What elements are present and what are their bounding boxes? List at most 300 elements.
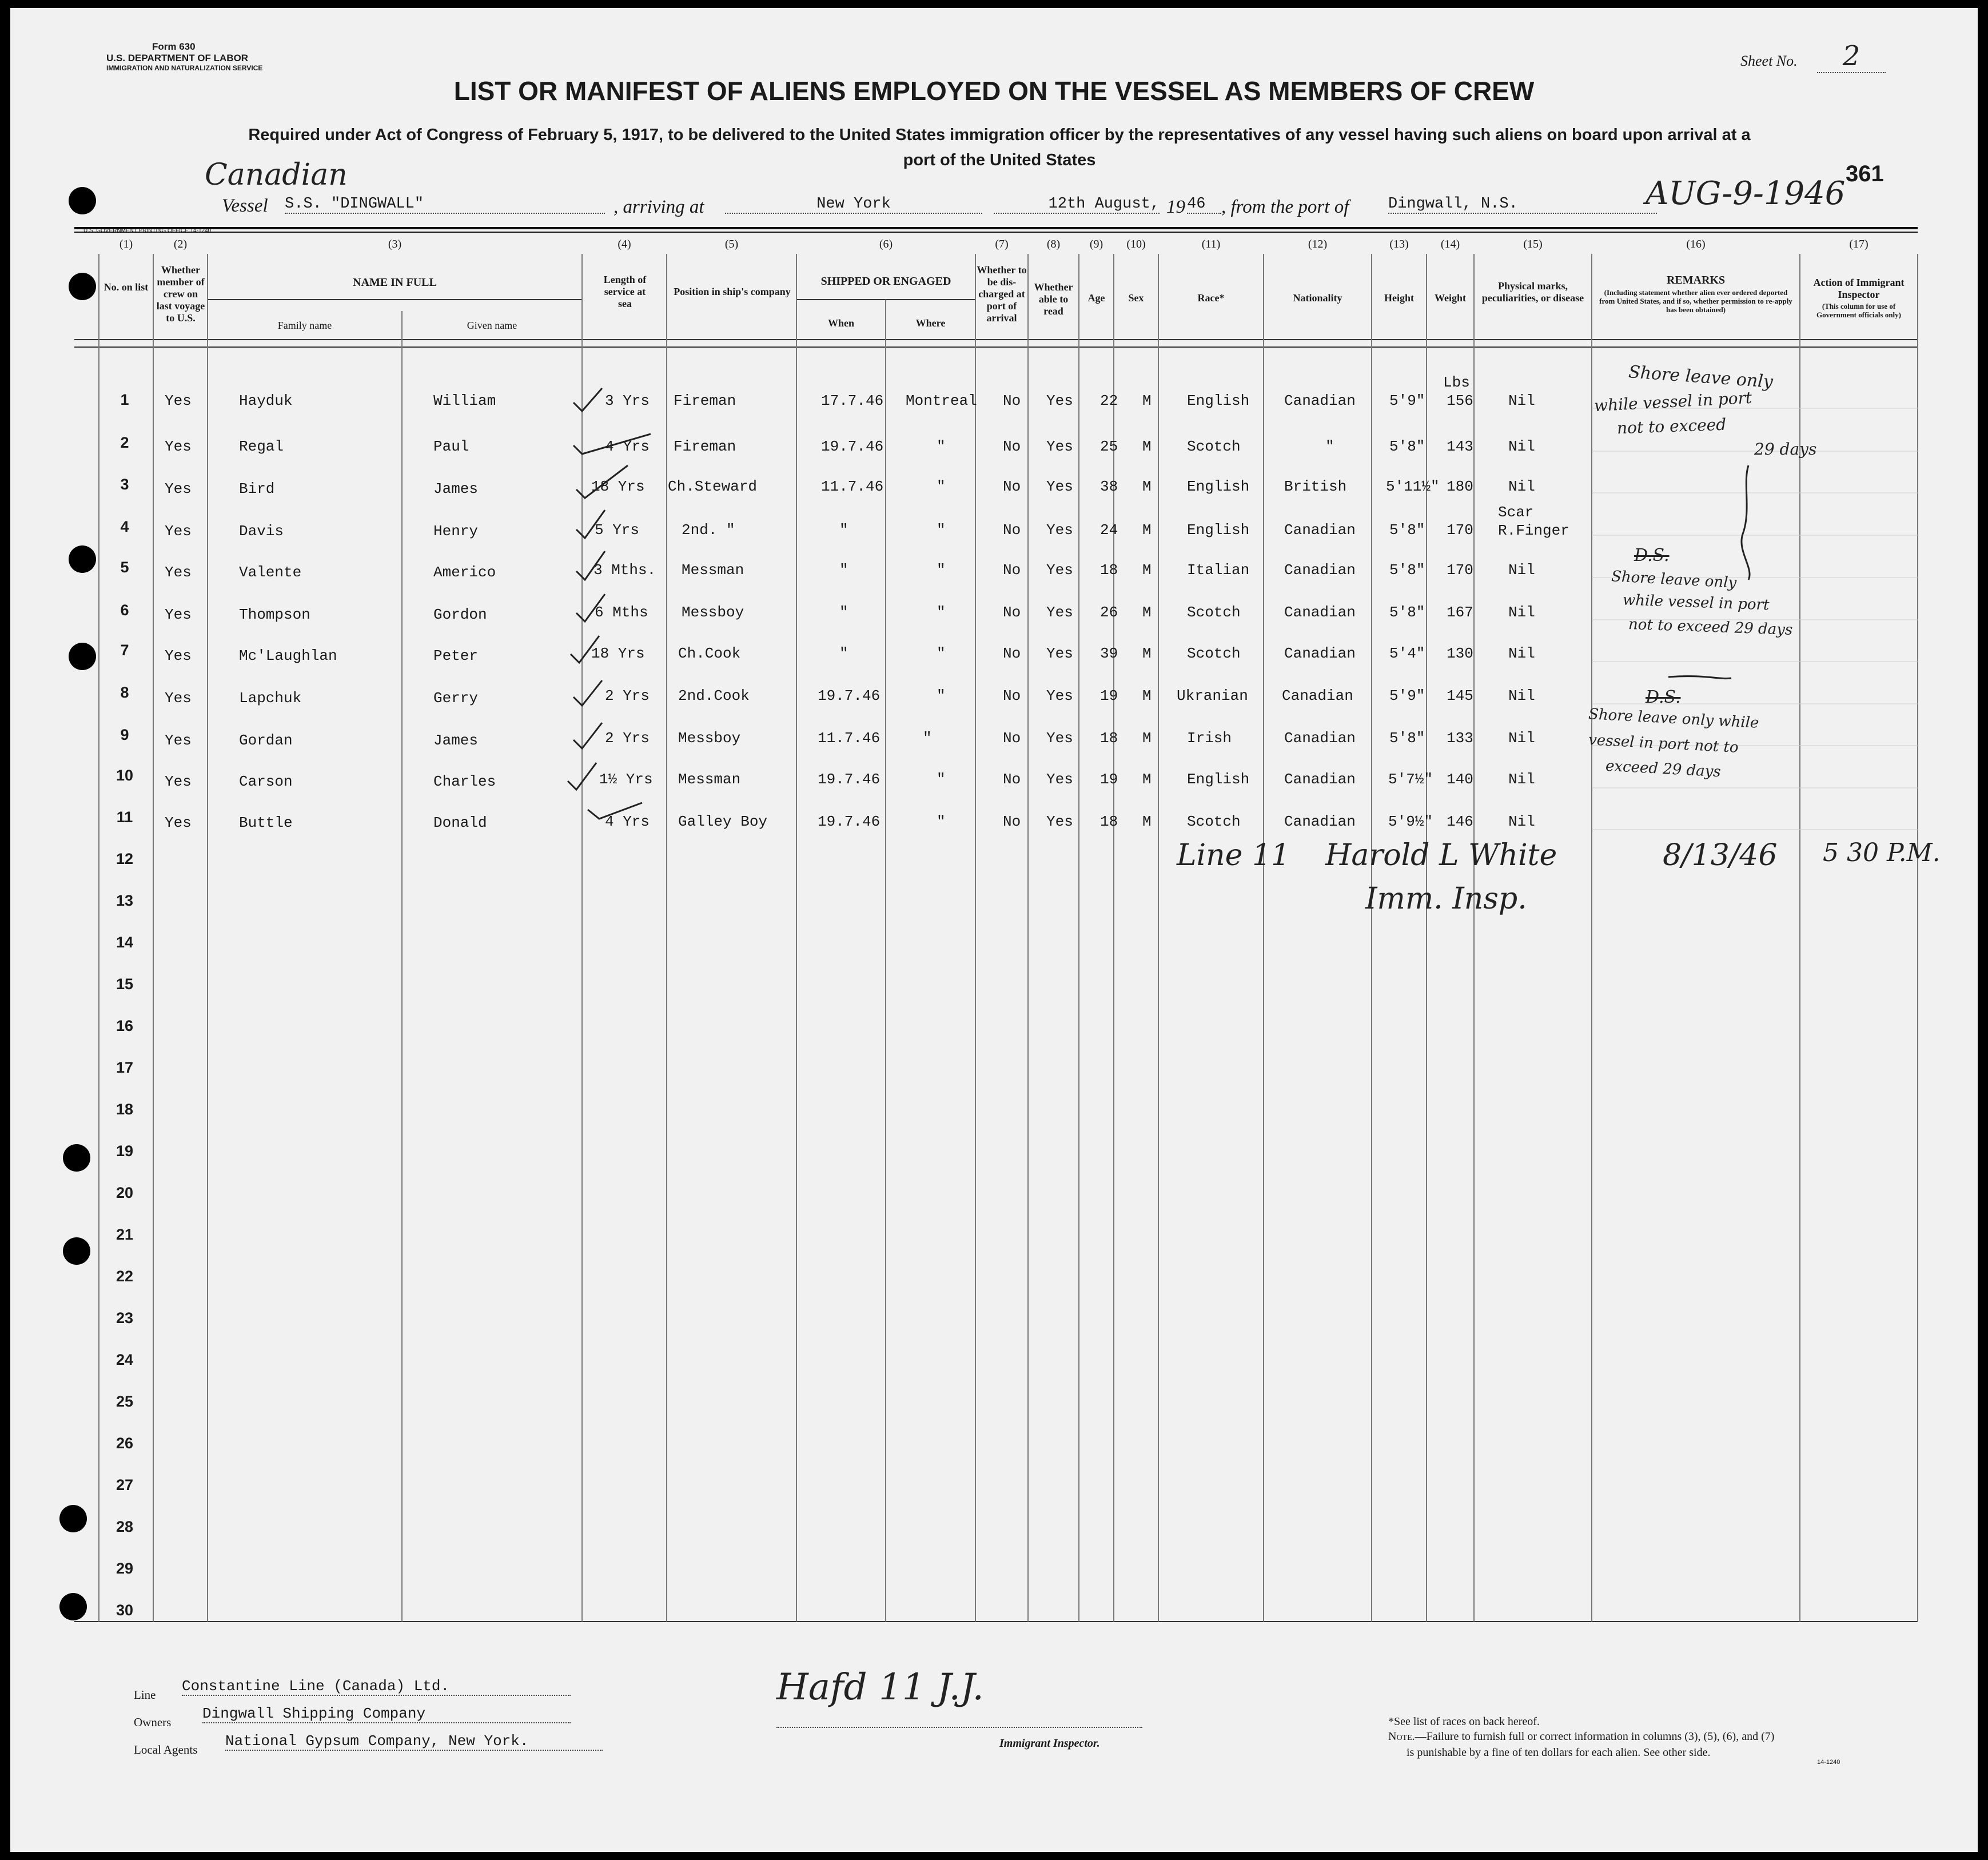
row-number: 26 bbox=[115, 1435, 134, 1452]
cell-nationality: Canadian bbox=[1284, 561, 1356, 579]
remark-row5-line3: not to exceed 29 days bbox=[1628, 615, 1793, 639]
cell-family-name: Mc'Laughlan bbox=[239, 647, 337, 664]
note-label: Note. bbox=[1388, 1730, 1415, 1743]
cell-position: Fireman bbox=[674, 438, 736, 455]
col-number-8: (8) bbox=[1046, 238, 1061, 250]
cell-service: 5 Yrs bbox=[595, 521, 640, 539]
cell-service: 18 Yrs bbox=[591, 478, 645, 495]
cell-able-to-read: Yes bbox=[1046, 771, 1073, 788]
cell-family-name: Lapchuk bbox=[239, 690, 302, 707]
vessel-name: S.S. "DINGWALL" bbox=[285, 196, 605, 214]
remark-row5-struck: D.S. bbox=[1634, 545, 1670, 565]
cell-nationality: Canadian bbox=[1284, 813, 1356, 830]
cell-service: 2 Yrs bbox=[605, 687, 650, 704]
cell-where: " bbox=[937, 521, 946, 539]
row-number: 2 bbox=[120, 434, 129, 451]
cell-able-to-read: Yes bbox=[1046, 561, 1073, 579]
arriving-label: , arriving at bbox=[613, 197, 704, 217]
col-number-7: (7) bbox=[995, 238, 1009, 250]
cell-given-name: James bbox=[433, 732, 479, 749]
cell-nationality: Canadian bbox=[1284, 645, 1356, 662]
header-family-name: Family name bbox=[277, 320, 332, 331]
cell-age: 39 bbox=[1100, 645, 1118, 662]
row-number: 7 bbox=[120, 642, 129, 659]
cell-position: Galley Boy bbox=[678, 813, 768, 830]
cell-when: " bbox=[839, 561, 848, 579]
remark-row5-line1: Shore leave only bbox=[1611, 568, 1737, 592]
cell-sex: M bbox=[1142, 478, 1152, 495]
cell-when: 11.7.46 bbox=[818, 730, 881, 747]
cell-nationality: " bbox=[1325, 438, 1334, 455]
row-number: 6 bbox=[120, 602, 129, 619]
note-line1 bbox=[1388, 1730, 1774, 1743]
cell-height: 5'9" bbox=[1389, 687, 1425, 704]
cell-position: 2nd.Cook bbox=[678, 687, 750, 704]
cell-height: 5'9½" bbox=[1388, 813, 1433, 830]
cell-position: Fireman bbox=[674, 392, 736, 409]
row-number: 24 bbox=[115, 1351, 134, 1368]
vessel-flag-handwritten: Canadian bbox=[205, 158, 348, 192]
cell-service: 3 Yrs bbox=[605, 392, 650, 409]
cell-family-name: Valente bbox=[239, 564, 302, 581]
row-number: 28 bbox=[115, 1518, 134, 1535]
year-prefix: 19 bbox=[1166, 197, 1185, 217]
cell-weight: 140 bbox=[1447, 771, 1473, 788]
cell-height: 5'8" bbox=[1389, 604, 1425, 621]
cell-able-to-read: Yes bbox=[1046, 478, 1073, 495]
punch-hole bbox=[59, 1505, 87, 1532]
header-shipped-where: Where bbox=[915, 317, 946, 329]
header-inspector-action: Action of Immigrant Inspector bbox=[1813, 277, 1905, 300]
remark-row1-line3: not to exceed bbox=[1616, 415, 1727, 438]
footer-line-value: Constantine Line (Canada) Ltd. bbox=[182, 1678, 571, 1696]
cell-where: " bbox=[937, 645, 946, 662]
cell-height: 5'7½" bbox=[1388, 771, 1433, 788]
cell-member: Yes bbox=[165, 606, 192, 623]
punch-hole bbox=[59, 1593, 87, 1620]
cell-family-name: Davis bbox=[239, 523, 284, 540]
cell-service: 2 Yrs bbox=[605, 730, 650, 747]
cell-position: 2nd. " bbox=[682, 521, 735, 539]
signature-inspector-name: Harold L White bbox=[1325, 838, 1557, 873]
cell-race: Scotch bbox=[1187, 645, 1241, 662]
col-number-6: (6) bbox=[879, 238, 893, 250]
row-number: 23 bbox=[115, 1309, 134, 1327]
cell-weight: 130 bbox=[1447, 645, 1473, 662]
cell-where: " bbox=[937, 813, 946, 830]
col-number-16: (16) bbox=[1686, 238, 1706, 250]
arrival-date: 12th August, bbox=[994, 196, 1160, 214]
header-remarks-note: (Including statement whether alien ever ordered deported from United States, and if so, whether permission to re-apply has been obtained) bbox=[1599, 288, 1792, 314]
cell-race: English bbox=[1187, 392, 1250, 409]
cell-height: 5'4" bbox=[1389, 645, 1425, 662]
remark-row1-line4: 29 days bbox=[1754, 440, 1817, 459]
form-subtitle-line1: Required under Act of Congress of February 5, 1917, to be delivered to the United States immigration officer by the representatives of any vessel having such aliens on board upon arrival at a bbox=[248, 126, 1751, 144]
cell-given-name: Donald bbox=[433, 814, 487, 831]
cell-discharged: No bbox=[1003, 813, 1021, 830]
cell-race: Scotch bbox=[1187, 813, 1241, 830]
cell-position: Messman bbox=[678, 771, 741, 788]
cell-when: 11.7.46 bbox=[821, 478, 884, 495]
cell-discharged: No bbox=[1003, 604, 1021, 621]
cell-service: 18 Yrs bbox=[591, 645, 645, 662]
cell-physical-marks: Nil bbox=[1508, 604, 1535, 621]
header-race: Race* bbox=[1197, 292, 1225, 304]
cell-able-to-read: Yes bbox=[1046, 645, 1073, 662]
row-number: 4 bbox=[120, 518, 129, 535]
cell-where: Montreal bbox=[906, 392, 977, 409]
cell-given-name: Americo bbox=[433, 564, 496, 581]
header-discharged: Whether to be dis-charged at port of arrival bbox=[977, 264, 1027, 324]
cell-discharged: No bbox=[1003, 561, 1021, 579]
remark-row8-struck: D.S. bbox=[1646, 687, 1681, 707]
row-number: 10 bbox=[115, 767, 134, 784]
cell-discharged: No bbox=[1003, 730, 1021, 747]
cell-physical-marks: Nil bbox=[1508, 392, 1535, 409]
cell-weight: 180 bbox=[1447, 478, 1473, 495]
cell-where: " bbox=[937, 604, 946, 621]
header-crew-last-voyage: Whether member of crew on last voyage to U.S. bbox=[156, 264, 205, 324]
cell-race: Scotch bbox=[1187, 438, 1241, 455]
cell-weight: 170 bbox=[1447, 521, 1473, 539]
footer-agents-value: National Gypsum Company, New York. bbox=[225, 1732, 603, 1751]
cell-able-to-read: Yes bbox=[1046, 521, 1073, 539]
cell-where: " bbox=[937, 478, 946, 495]
cell-sex: M bbox=[1142, 604, 1152, 621]
row-number: 16 bbox=[115, 1017, 134, 1034]
cell-when: " bbox=[839, 604, 848, 621]
cell-given-name: James bbox=[433, 480, 479, 497]
header-service-length: Length of service at sea bbox=[603, 274, 647, 309]
cell-height: 5'8" bbox=[1389, 561, 1425, 579]
cell-weight: 145 bbox=[1447, 687, 1473, 704]
cell-nationality: Canadian bbox=[1284, 604, 1356, 621]
cell-able-to-read: Yes bbox=[1046, 813, 1073, 830]
col-number-4: (4) bbox=[617, 238, 631, 250]
cell-physical-marks: Scar R.Finger bbox=[1498, 504, 1569, 539]
row-number: 27 bbox=[115, 1476, 134, 1493]
cell-age: 18 bbox=[1100, 730, 1118, 747]
row-number: 13 bbox=[115, 892, 134, 909]
row-number: 18 bbox=[115, 1101, 134, 1118]
cell-weight: 167 bbox=[1447, 604, 1473, 621]
cell-family-name: Buttle bbox=[239, 814, 293, 831]
cell-member: Yes bbox=[165, 732, 192, 749]
cell-age: 19 bbox=[1100, 687, 1118, 704]
cell-sex: M bbox=[1142, 771, 1152, 788]
header-physical-marks: Physical marks, peculiarities, or disease bbox=[1481, 280, 1584, 304]
cell-weight: 133 bbox=[1447, 730, 1473, 747]
cell-given-name: Henry bbox=[433, 523, 479, 540]
from-port: Dingwall, N.S. bbox=[1388, 196, 1657, 214]
row-number: 12 bbox=[115, 850, 134, 867]
header-nationality: Nationality bbox=[1293, 292, 1342, 304]
cell-age: 38 bbox=[1100, 478, 1118, 495]
cell-given-name: Paul bbox=[433, 438, 469, 455]
page-number: 361 bbox=[1846, 161, 1884, 186]
remark-row8-line1: Shore leave only while bbox=[1588, 706, 1760, 732]
cell-race: English bbox=[1187, 521, 1250, 539]
header-inspector-note: (This column for use of Government officials only) bbox=[1816, 302, 1902, 319]
cell-age: 18 bbox=[1100, 813, 1118, 830]
cell-where: " bbox=[937, 561, 946, 579]
cell-given-name: Gerry bbox=[433, 690, 479, 707]
cell-discharged: No bbox=[1003, 478, 1021, 495]
cell-when: 17.7.46 bbox=[821, 392, 884, 409]
cell-family-name: Hayduk bbox=[239, 392, 293, 409]
cell-member: Yes bbox=[165, 480, 192, 497]
print-code: 14-1240 bbox=[1817, 1759, 1840, 1766]
cell-member: Yes bbox=[165, 690, 192, 707]
cell-discharged: No bbox=[1003, 645, 1021, 662]
cell-able-to-read: Yes bbox=[1046, 730, 1073, 747]
cell-where: " bbox=[937, 687, 946, 704]
department-name: U.S. DEPARTMENT OF LABOR bbox=[106, 53, 249, 63]
cell-member: Yes bbox=[165, 438, 192, 455]
footer-agents-label: Local Agents bbox=[134, 1743, 198, 1757]
inspector-signature-line bbox=[776, 1727, 1142, 1728]
form-subtitle-line2: port of the United States bbox=[903, 151, 1096, 169]
cell-member: Yes bbox=[165, 814, 192, 831]
signature-title: Imm. Insp. bbox=[1365, 882, 1527, 916]
footer-owners-value: Dingwall Shipping Company bbox=[202, 1705, 571, 1723]
cell-member: Yes bbox=[165, 523, 192, 540]
arriving-at: New York bbox=[725, 196, 982, 214]
col-number-3: (3) bbox=[388, 238, 402, 250]
weight-unit: Lbs bbox=[1443, 374, 1470, 391]
col-number-17: (17) bbox=[1849, 238, 1869, 250]
cell-discharged: No bbox=[1003, 771, 1021, 788]
header-able-to-read: Whether able to read bbox=[1034, 281, 1073, 317]
cell-height: 5'8" bbox=[1389, 438, 1425, 455]
row-number: 15 bbox=[115, 975, 134, 993]
year-suffix: 46 bbox=[1187, 196, 1221, 214]
cell-where: " bbox=[923, 730, 932, 747]
printing-office: U.S. GOVERNMENT PRINTING OFFICE 14-1240 bbox=[83, 228, 212, 234]
cell-position: Messboy bbox=[678, 730, 741, 747]
cell-position: Ch.Cook bbox=[678, 645, 741, 662]
cell-weight: 156 bbox=[1447, 392, 1473, 409]
punch-hole bbox=[69, 643, 96, 670]
from-label: , from the port of bbox=[1221, 197, 1349, 217]
cell-position: Messboy bbox=[682, 604, 744, 621]
cell-service: 1½ Yrs bbox=[599, 771, 653, 788]
form-number: Form 630 bbox=[152, 41, 196, 52]
cell-member: Yes bbox=[165, 773, 192, 790]
cell-discharged: No bbox=[1003, 521, 1021, 539]
cell-physical-marks: Nil bbox=[1508, 813, 1535, 830]
sheet-number: 2 bbox=[1817, 40, 1886, 73]
header-height: Height bbox=[1384, 292, 1414, 304]
col-number-1: (1) bbox=[119, 238, 133, 250]
remark-row8-line2: vessel in port not to bbox=[1588, 731, 1739, 756]
footer-owners-label: Owners bbox=[134, 1715, 172, 1729]
header-name-in-full: NAME IN FULL bbox=[353, 276, 437, 289]
col-number-10: (10) bbox=[1126, 238, 1146, 250]
punch-hole bbox=[69, 187, 96, 214]
col-number-12: (12) bbox=[1308, 238, 1328, 250]
cell-where: " bbox=[937, 438, 946, 455]
cell-weight: 143 bbox=[1447, 438, 1473, 455]
cell-nationality: Canadian bbox=[1284, 730, 1356, 747]
remark-row1-line1: Shore leave only bbox=[1628, 362, 1774, 392]
vessel-label: Vessel bbox=[222, 196, 268, 216]
cell-when: 19.7.46 bbox=[818, 813, 881, 830]
cell-when: 19.7.46 bbox=[818, 771, 881, 788]
cell-nationality: Canadian bbox=[1284, 521, 1356, 539]
cell-sex: M bbox=[1142, 438, 1152, 455]
cell-age: 22 bbox=[1100, 392, 1118, 409]
cell-when: 19.7.46 bbox=[818, 687, 881, 704]
header-weight: Weight bbox=[1434, 292, 1466, 304]
cell-family-name: Bird bbox=[239, 480, 275, 497]
cell-member: Yes bbox=[165, 564, 192, 581]
cell-where: " bbox=[937, 771, 946, 788]
cell-sex: M bbox=[1142, 561, 1152, 579]
row-number: 22 bbox=[115, 1268, 134, 1285]
cell-discharged: No bbox=[1003, 392, 1021, 409]
form-title: LIST OR MANIFEST OF ALIENS EMPLOYED ON THE VESSEL AS MEMBERS OF CREW bbox=[453, 76, 1535, 106]
cell-member: Yes bbox=[165, 647, 192, 664]
row-number: 17 bbox=[115, 1059, 134, 1076]
cell-able-to-read: Yes bbox=[1046, 438, 1073, 455]
cell-sex: M bbox=[1142, 687, 1152, 704]
cell-nationality: Canadian bbox=[1284, 392, 1356, 409]
note-text-1: —Failure to furnish full or correct information in columns (3), (5), (6), and (7) bbox=[1415, 1730, 1775, 1743]
cell-physical-marks: Nil bbox=[1508, 438, 1535, 455]
cell-race: Irish bbox=[1187, 730, 1232, 747]
cell-family-name: Carson bbox=[239, 773, 293, 790]
row-number: 3 bbox=[120, 476, 129, 493]
row-number: 29 bbox=[115, 1560, 134, 1577]
col-number-11: (11) bbox=[1201, 238, 1221, 250]
cell-physical-marks: Nil bbox=[1508, 771, 1535, 788]
header-sex: Sex bbox=[1128, 292, 1144, 304]
cell-service: 4 Yrs bbox=[605, 813, 650, 830]
cell-age: 26 bbox=[1100, 604, 1118, 621]
cell-nationality: British bbox=[1284, 478, 1347, 495]
cell-weight: 170 bbox=[1447, 561, 1473, 579]
col-number-14: (14) bbox=[1440, 238, 1460, 250]
cell-discharged: No bbox=[1003, 438, 1021, 455]
cell-nationality: Canadian bbox=[1282, 687, 1353, 704]
row-number: 19 bbox=[115, 1142, 134, 1160]
manifest-page bbox=[10, 8, 1978, 1852]
cell-physical-marks: Nil bbox=[1508, 730, 1535, 747]
row-number: 30 bbox=[115, 1602, 134, 1619]
cell-physical-marks: Nil bbox=[1508, 478, 1535, 495]
footer-line-label: Line bbox=[134, 1688, 156, 1702]
row-number: 11 bbox=[116, 808, 133, 826]
cell-height: 5'11½" bbox=[1386, 478, 1440, 495]
cell-race: English bbox=[1187, 478, 1250, 495]
cell-physical-marks: Nil bbox=[1508, 561, 1535, 579]
signature-line-count: Line 11 bbox=[1177, 838, 1290, 873]
sheet-label: Sheet No. bbox=[1740, 53, 1798, 69]
cell-given-name: Gordon bbox=[433, 606, 487, 623]
inspector-signature-handwritten: Hafd 11 J.J. bbox=[776, 1666, 984, 1708]
cell-given-name: William bbox=[433, 392, 496, 409]
row-number: 21 bbox=[115, 1226, 134, 1243]
remark-row5-line2: while vessel in port bbox=[1622, 591, 1770, 614]
cell-sex: M bbox=[1142, 392, 1152, 409]
cell-height: 5'8" bbox=[1389, 521, 1425, 539]
remark-row1-line2: while vessel in port bbox=[1593, 388, 1752, 416]
signature-date: 8/13/46 bbox=[1663, 838, 1778, 873]
col-number-15: (15) bbox=[1523, 238, 1543, 250]
cell-family-name: Thompson bbox=[239, 606, 310, 623]
cell-physical-marks: Nil bbox=[1508, 687, 1535, 704]
cell-nationality: Canadian bbox=[1284, 771, 1356, 788]
cell-able-to-read: Yes bbox=[1046, 604, 1073, 621]
col-number-13: (13) bbox=[1389, 238, 1409, 250]
header-no-on-list: No. on list bbox=[103, 281, 149, 293]
cell-sex: M bbox=[1142, 521, 1152, 539]
service-name: IMMIGRATION AND NATURALIZATION SERVICE bbox=[106, 64, 263, 72]
cell-given-name: Charles bbox=[433, 773, 496, 790]
cell-when: " bbox=[839, 645, 848, 662]
header-position: Position in ship's company bbox=[674, 286, 791, 297]
cell-family-name: Gordan bbox=[239, 732, 293, 749]
row-number: 25 bbox=[115, 1393, 134, 1410]
cell-age: 18 bbox=[1100, 561, 1118, 579]
cell-race: Italian bbox=[1187, 561, 1250, 579]
cell-family-name: Regal bbox=[239, 438, 284, 455]
punch-hole bbox=[69, 545, 96, 573]
cell-service: 3 Mths. bbox=[593, 561, 656, 579]
row-number: 5 bbox=[120, 559, 129, 576]
cell-member: Yes bbox=[165, 392, 192, 409]
row-number: 9 bbox=[120, 726, 129, 743]
punch-hole bbox=[63, 1144, 90, 1172]
cell-position: Messman bbox=[682, 561, 744, 579]
cell-age: 19 bbox=[1100, 771, 1118, 788]
cell-height: 5'9" bbox=[1389, 392, 1425, 409]
cell-discharged: No bbox=[1003, 687, 1021, 704]
cell-race: English bbox=[1187, 771, 1250, 788]
cell-service: 4 Yrs bbox=[605, 438, 650, 455]
cell-able-to-read: Yes bbox=[1046, 687, 1073, 704]
col-number-5: (5) bbox=[724, 238, 739, 250]
race-note: *See list of races on back hereof. bbox=[1388, 1715, 1540, 1728]
cell-height: 5'8" bbox=[1389, 730, 1425, 747]
remark-row8-line3: exceed 29 days bbox=[1605, 757, 1722, 781]
col-number-9: (9) bbox=[1089, 238, 1103, 250]
punch-hole bbox=[63, 1237, 90, 1265]
row-number: 1 bbox=[120, 391, 129, 408]
cell-able-to-read: Yes bbox=[1046, 392, 1073, 409]
cell-physical-marks: Nil bbox=[1508, 645, 1535, 662]
note-line2: is punishable by a fine of ten dollars for each alien. See other side. bbox=[1407, 1746, 1711, 1759]
cell-weight: 146 bbox=[1447, 813, 1473, 830]
cell-when: " bbox=[839, 521, 848, 539]
cell-race: Ukranian bbox=[1177, 687, 1248, 704]
cell-sex: M bbox=[1142, 730, 1152, 747]
signature-time: 5 30 P.M. bbox=[1823, 838, 1941, 867]
stamp-date-handwritten: AUG-9-1946 bbox=[1646, 175, 1846, 212]
cell-sex: M bbox=[1142, 645, 1152, 662]
header-age: Age bbox=[1087, 292, 1105, 304]
inspector-label: Immigrant Inspector. bbox=[999, 1737, 1100, 1750]
cell-age: 25 bbox=[1100, 438, 1118, 455]
cell-when: 19.7.46 bbox=[821, 438, 884, 455]
row-number: 14 bbox=[115, 934, 134, 951]
col-number-2: (2) bbox=[173, 238, 188, 250]
cell-given-name: Peter bbox=[433, 647, 479, 664]
cell-service: 6 Mths bbox=[595, 604, 648, 621]
header-shipped-engaged: SHIPPED OR ENGAGED bbox=[820, 275, 951, 288]
header-shipped-when: When bbox=[827, 317, 854, 329]
